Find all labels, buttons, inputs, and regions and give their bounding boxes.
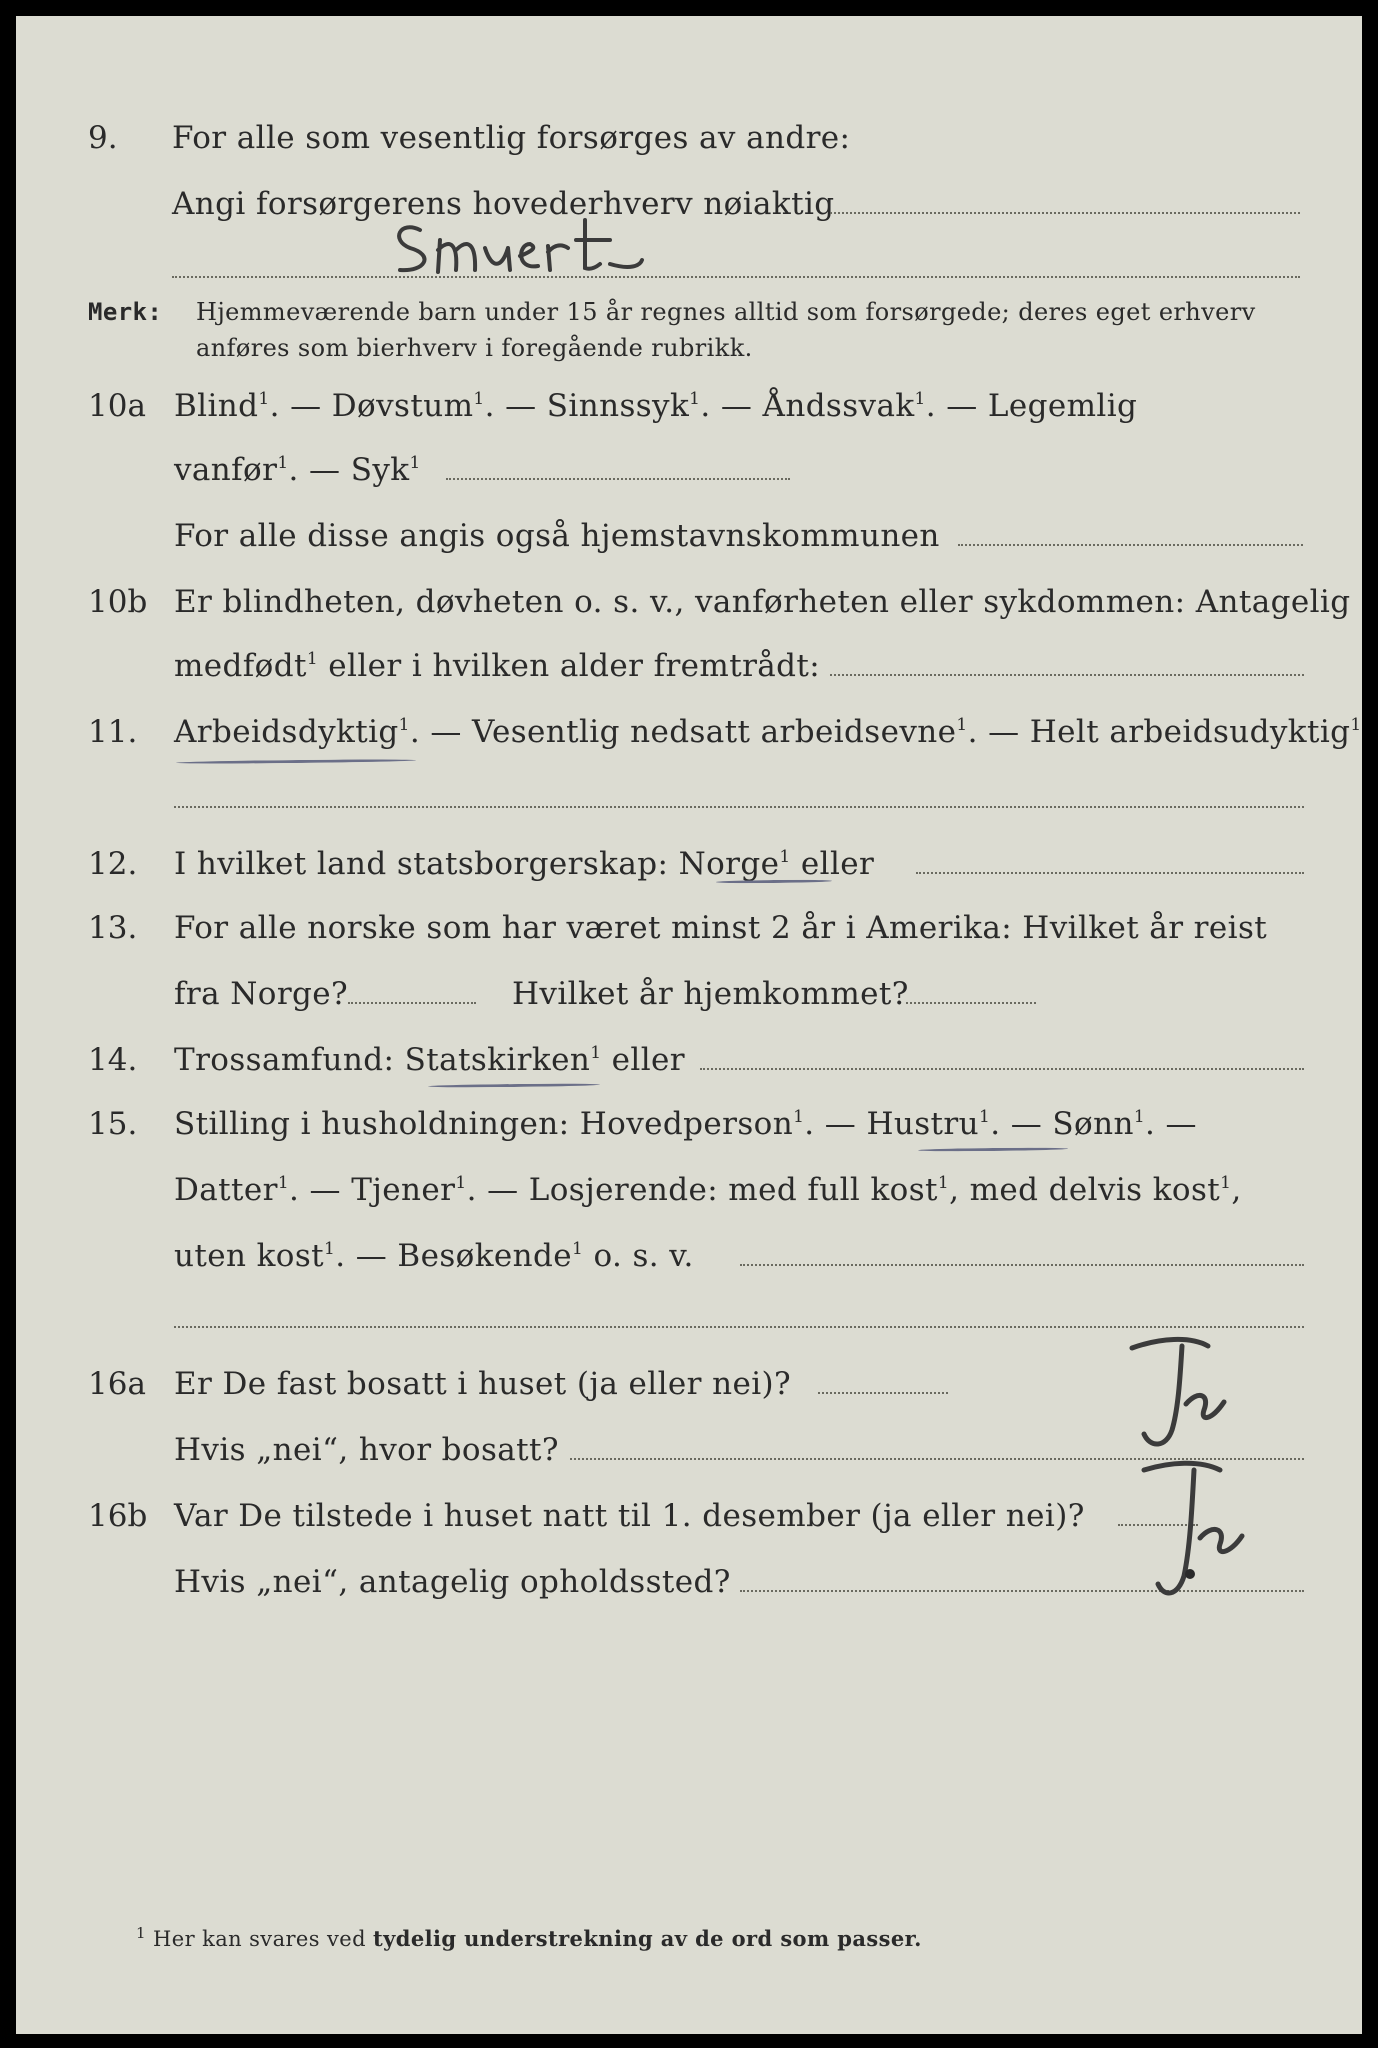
q15-leader	[740, 1264, 1304, 1266]
option-dovstum: . — Døvstum	[269, 388, 474, 424]
option-andssvak: . — Åndssvak	[700, 388, 915, 424]
q10b-number: 10b	[88, 584, 148, 620]
option-hustru: . — Hustru	[804, 1106, 979, 1142]
q9-question-line1: For alle som vesentlig forsørges av andre:	[172, 120, 851, 156]
q14-leader	[700, 1068, 1304, 1070]
option-norge: Norge	[678, 846, 780, 882]
option-legemlig: . — Legemlig	[925, 388, 1138, 424]
q16a-line1: Er De fast bosatt i huset (ja eller nei)?	[174, 1366, 792, 1402]
q10a-line1: Blind$^1$. — Døvstum$^1$. — Sinnssyk$^1$. — Åndssvak$^1$. — Legemlig	[174, 388, 1138, 424]
q10a-line2: vanfør$^1$. — Syk$^1$	[174, 452, 421, 488]
option-blind: Blind	[174, 388, 259, 424]
q13-reist-leader	[348, 1002, 476, 1004]
q10b-leader	[830, 674, 1304, 676]
q13-line2-a: fra Norge?	[174, 976, 349, 1012]
q13-line2-b: Hvilket år hjemkommet?	[512, 976, 909, 1012]
option-nedsatt-arbeidsevne: . — Vesentlig nedsatt arbeidsevne	[409, 714, 957, 750]
q15-number: 15.	[88, 1106, 138, 1142]
option-arbeidsdyktig: Arbeidsdyktig	[174, 714, 399, 750]
q9-blank-line	[172, 276, 1300, 278]
q15-line1: Stilling i husholdningen: Hovedperson$^1$. — Hustru$^1$. — Sønn$^1$. —	[174, 1106, 1197, 1142]
q16a-number: 16a	[88, 1366, 146, 1402]
option-arbeidsudyktig: . — Helt arbeidsudyktig	[967, 714, 1351, 750]
q10b-line1: Er blindheten, døvheten o. s. v., vanførheten eller sykdommen: Antagelig	[174, 584, 1351, 620]
q16b-number: 16b	[88, 1498, 148, 1534]
q15-line2: Datter$^1$. — Tjener$^1$. — Losjerende: med full kost$^1$, med delvis kost$^1$,	[174, 1172, 1242, 1208]
q11-line: Arbeidsdyktig$^1$. — Vesentlig nedsatt arbeidsevne$^1$. — Helt arbeidsudyktig$^1$	[174, 714, 1362, 750]
q9-question-line2: Angi forsørgerens hovederhverv nøiaktig	[172, 186, 835, 222]
q16a-line2: Hvis „nei“, hvor bosatt?	[174, 1432, 559, 1468]
q11-blank-line	[174, 806, 1304, 808]
footnote: $^1$ Her kan svares ved tydelig understrekning av de ord som passer.	[136, 1924, 922, 1951]
q16b-line2: Hvis „nei“, antagelig opholdssted?	[174, 1564, 731, 1600]
merk-note-line1: Hjemmeværende barn under 15 år regnes alltid som forsørgede; deres eget erhverv	[196, 298, 1256, 326]
q9-number: 9.	[88, 120, 118, 156]
q9-answer-leader	[830, 212, 1300, 214]
q9-handwritten-answer	[380, 210, 680, 280]
q12-line: I hvilket land statsborgerskap: Norge$^1$ eller	[174, 846, 875, 882]
q14-line: Trossamfund: Statskirken$^1$ eller	[174, 1042, 685, 1078]
option-vanfor: vanfør	[174, 452, 278, 488]
q15-line3: uten kost$^1$. — Besøkende$^1$ o. s. v.	[174, 1238, 694, 1274]
q12-number: 12.	[88, 846, 138, 882]
q10a-number: 10a	[88, 388, 146, 424]
q16a-leader	[818, 1392, 948, 1394]
q11-number: 11.	[88, 714, 138, 750]
q16b-line1: Var De tilstede i huset natt til 1. desember (ja eller nei)?	[174, 1498, 1085, 1534]
q16a-handwritten-answer	[1120, 1330, 1240, 1460]
q15-blank-line	[174, 1326, 1304, 1328]
merk-label: Merk:	[88, 298, 163, 326]
q13-line1: For alle norske som har været minst 2 år i Amerika: Hvilket år reist	[174, 910, 1268, 946]
q16b-handwritten-answer	[1130, 1458, 1270, 1608]
q14-number: 14.	[88, 1042, 138, 1078]
merk-note-line2: anføres som bierhverv i foregående rubrikk.	[196, 334, 753, 362]
q13-hjemkommet-leader	[906, 1002, 1036, 1004]
option-statskirken: Statskirken	[404, 1042, 591, 1078]
option-syk: . — Syk	[288, 452, 410, 488]
q10a-line3: For alle disse angis også hjemstavnskommunen	[174, 518, 940, 554]
q10a-syk-leader	[446, 478, 790, 480]
q10a-hjemstavn-leader	[958, 544, 1303, 546]
q13-number: 13.	[88, 910, 138, 946]
q12-leader	[916, 872, 1304, 874]
option-sinnssyk: . — Sinnssyk	[484, 388, 690, 424]
q10b-line2: medfødt$^1$ eller i hvilken alder fremtrådt:	[174, 648, 821, 684]
